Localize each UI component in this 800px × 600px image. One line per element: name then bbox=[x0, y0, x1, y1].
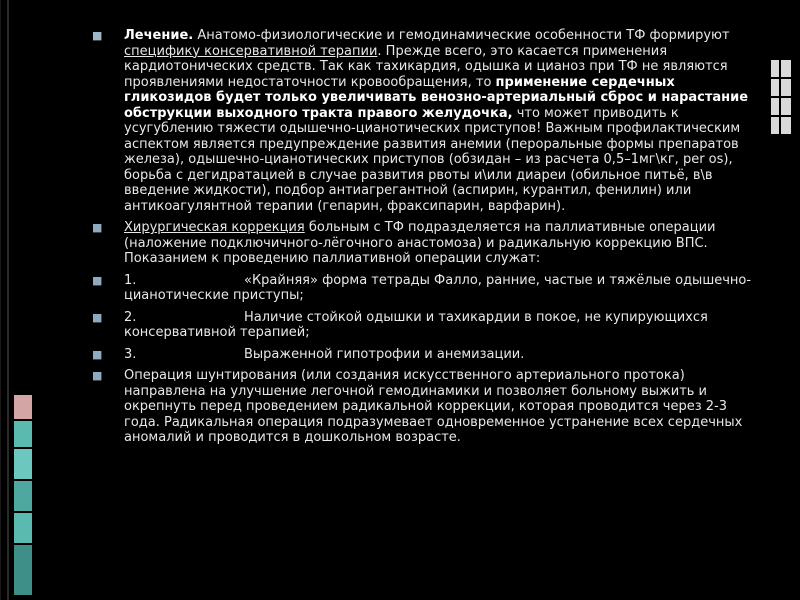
bullet-icon: ■ bbox=[92, 347, 103, 361]
deco-square-light bbox=[14, 449, 32, 479]
text-span: Наличие стойкой одышки и тахикардии в покое, не купирующихся консервативной терапией; bbox=[124, 309, 708, 340]
bullet-icon: ■ bbox=[92, 29, 103, 42]
deco-bar bbox=[781, 98, 791, 115]
bullet-icon: ■ bbox=[92, 310, 103, 324]
bullet-icon: ■ bbox=[92, 221, 103, 234]
left-border-line bbox=[0, 0, 1, 600]
deco-square-teal bbox=[14, 513, 32, 543]
text-span: больным с ТФ подразделяется на паллиативные операции (наложение подключичного-лёгочного анастомоза) и радикальную коррекцию ВПС. Показанием к проведению паллиативной операции служат: bbox=[124, 220, 716, 266]
text-span: Операция шунтирования (или создания искусственного артериального протока) направлена на улучшение легочной гемодинамики и позволяет больному выжить и окрепнуть перед проведением радикальной коррекции, которая проводится через 2-3 года. Радикальная операция подразумевает одновременное устранение всех сердечных аномалий и проводится в дошкольном возрасте. bbox=[124, 368, 743, 445]
lead-label: Лечение. bbox=[124, 28, 194, 43]
deco-square-teal bbox=[14, 481, 32, 511]
item-number: 3. bbox=[124, 346, 137, 362]
text-span: «Крайняя» форма тетрады Фалло, ранние, частые и тяжёлые одышечно-цианотические приступы; bbox=[124, 272, 752, 303]
deco-bar bbox=[771, 98, 779, 115]
list-item-shunt bbox=[92, 368, 752, 446]
deco-bar bbox=[771, 60, 779, 77]
deco-square-teal bbox=[14, 421, 32, 447]
deco-bar bbox=[771, 117, 779, 134]
deco-bar bbox=[781, 117, 791, 134]
deco-square-pink bbox=[14, 395, 32, 419]
deco-square-dark bbox=[14, 545, 32, 595]
deco-bar bbox=[781, 79, 791, 96]
list-item-surgery bbox=[92, 220, 752, 267]
text-span: Выраженной гипотрофии и анемизации. bbox=[244, 346, 525, 362]
left-divider-line bbox=[7, 0, 9, 600]
text-span: . Прежде всего, это касается применения кардиотонических средств. Так как тахикардия, одышка и цианоз при ТФ не являются проявлениями недостаточности кровообращения, то bbox=[124, 43, 728, 90]
text-span: Анатомо-физиологические и гемодинамические особенности ТФ формируют bbox=[193, 28, 730, 43]
list-item-indication-3 bbox=[92, 347, 752, 363]
deco-bar bbox=[771, 79, 779, 96]
list-item-indication-1 bbox=[92, 273, 752, 304]
deco-bar bbox=[781, 60, 791, 77]
list-item-treatment bbox=[92, 28, 752, 214]
underlined-text: специфику консервативной терапии bbox=[124, 43, 378, 59]
underlined-text: Хирургическая коррекция bbox=[124, 220, 305, 235]
bullet-icon: ■ bbox=[92, 369, 103, 382]
item-number: 1. bbox=[124, 272, 137, 288]
slide-body bbox=[92, 28, 752, 452]
list-item-indication-2 bbox=[92, 310, 752, 341]
bold-text: применение сердечных гликозидов будет только увеличивать венозно-артериальный сброс и нарастание обструкции выходного тракта правого желудочка, bbox=[124, 74, 749, 121]
left-decoration bbox=[14, 395, 34, 595]
text-span: что может приводить к усугублению тяжести одышечно-цианотических приступов! Важным профилактическим аспектом является предупреждение развития анемии (пероральные формы препаратов железа), одышечно-цианотических приступов (обзидан – из расчета 0,5–1мг\кг, per os), борьба с дегидратацией в случае развития рвоты и\или диареи (обильное питьё, в\в введение жидкости), подбор антиагрегантной (аспирин, курантил, фенилин) или антикоагулянтной терапии (гепарин, фраксипарин, варфарин). bbox=[124, 105, 741, 214]
item-number: 2. bbox=[124, 309, 137, 325]
bullet-icon: ■ bbox=[92, 273, 103, 287]
